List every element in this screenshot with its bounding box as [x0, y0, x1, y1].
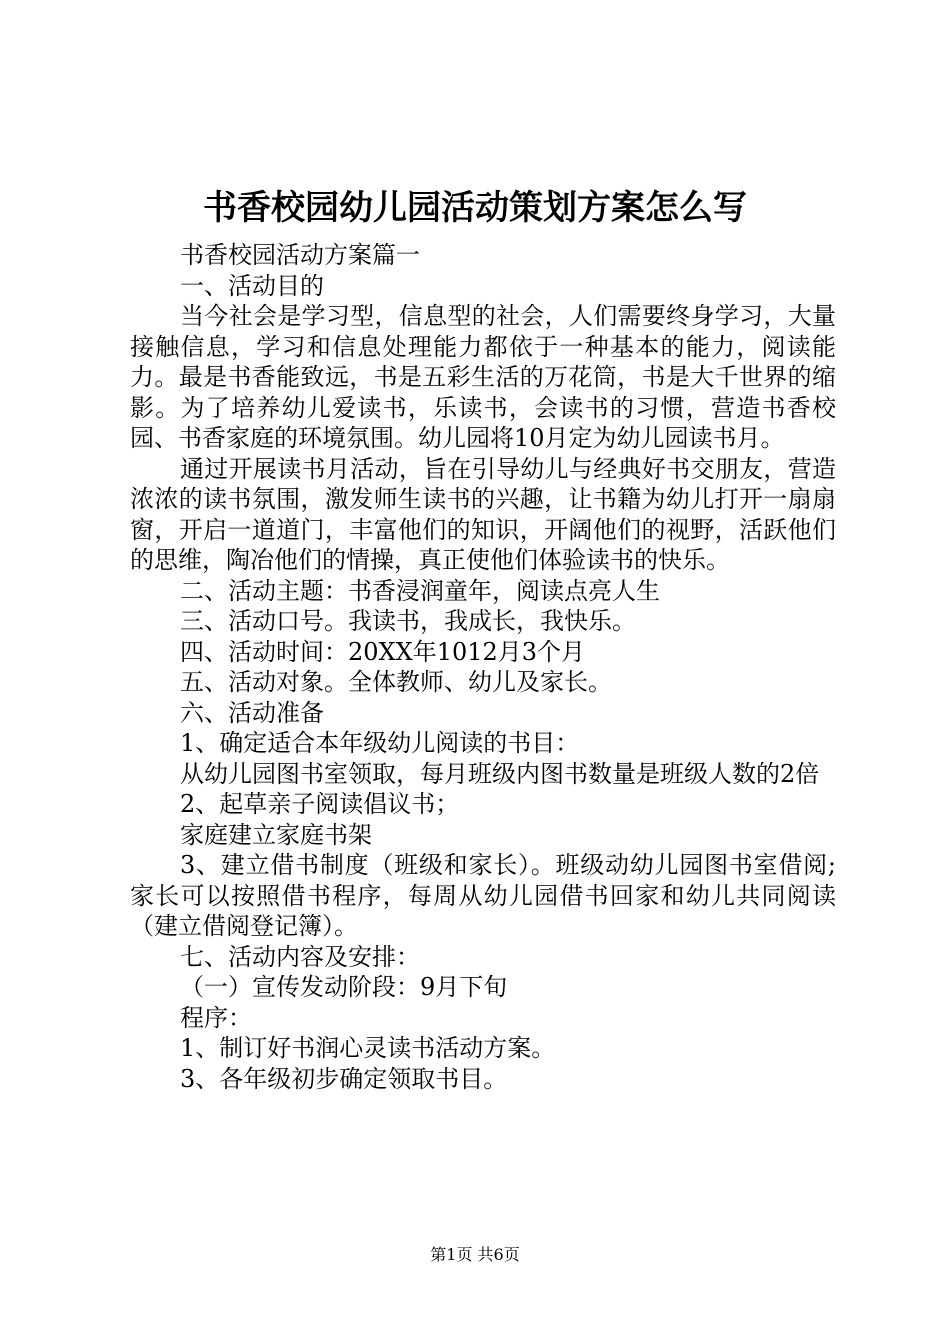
section-heading: 一、活动目的 — [180, 271, 324, 300]
body-paragraph: 当今社会是学习型，信息型的社会，人们需要终身学习，大量接触信息，学习和信息处理能力都依于一种基本的能力，阅读能力。最是书香能致远，书是五彩生活的万花筒，书是大千世界的缩影。为了培养幼儿爱读书，乐读书，会读书的习惯，营造书香校园、书香家庭的环境氛围。幼儿园将10月定为幼儿园读书月。 — [130, 302, 836, 452]
body-paragraph: 通过开展读书月活动，旨在引导幼儿与经典好书交朋友，营造浓浓的读书氛围，激发师生读书的兴趣，让书籍为幼儿打开一扇扇窗，开启一道道门，丰富他们的知识，开阔他们的视野，活跃他们的思维，陶冶他们的情操，真正使他们体验读书的快乐。 — [130, 454, 836, 574]
section-heading: 二、活动主题：书香浸润童年，阅读点亮人生 — [180, 576, 660, 605]
list-item: 3、建立借书制度（班级和家长）。班级动幼儿园图书室借阅;家长可以按照借书程序，每周从幼儿园借书回家和幼儿共同阅读（建立借阅登记簿）。 — [130, 851, 836, 940]
section-heading: 书香校园活动方案篇一 — [180, 241, 420, 269]
section-heading: 七、活动内容及安排： — [180, 942, 420, 971]
list-item: 2、起草亲子阅读倡议书； — [180, 790, 460, 818]
section-heading: 五、活动对象。全体教师、幼儿及家长。 — [180, 668, 612, 696]
document-body — [130, 240, 836, 1094]
page-footer: 第1页 共6页 — [430, 1245, 520, 1264]
body-paragraph: 程序： — [180, 1003, 252, 1032]
section-heading: 三、活动口号。我读书，我成长，我快乐。 — [180, 607, 636, 635]
list-item: 1、制订好书润心灵读书活动方案。 — [180, 1034, 556, 1062]
list-item: 3、各年级初步确定领取书目。 — [180, 1064, 508, 1093]
list-item: 1、确定适合本年级幼儿阅读的书目： — [180, 729, 580, 757]
body-paragraph: 从幼儿园图书室领取，每月班级内图书数量是班级人数的2倍 — [180, 759, 820, 788]
body-paragraph: 家庭建立家庭书架 — [180, 820, 372, 849]
document-title: 书香校园幼儿园活动策划方案怎么写 — [203, 188, 747, 228]
section-heading: 六、活动准备 — [180, 698, 324, 727]
section-heading: 四、活动时间：20XX年1012月3个月 — [180, 637, 586, 666]
subsection-heading: （一）宣传发动阶段：9月下旬 — [180, 973, 508, 1001]
